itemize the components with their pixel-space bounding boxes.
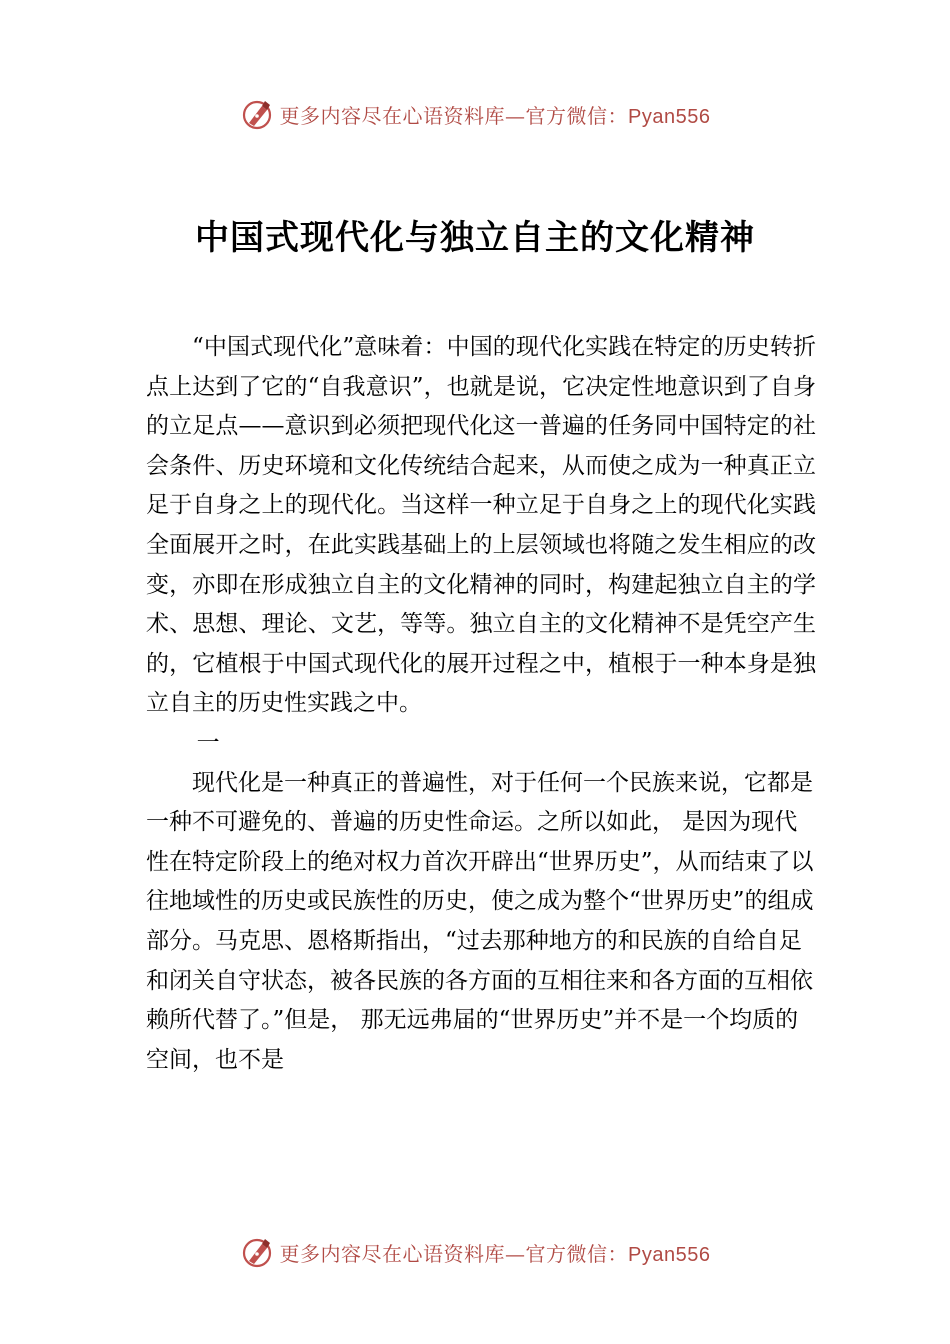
footer-wechat-id: Pyan556 xyxy=(628,1243,711,1266)
paragraph-2: 现代化是一种真正的普遍性，对于任何一个民族来说，它都是一种不可避免的、普遍的历史性命运。之所以如此， 是因为现代性在特定阶段上的绝对权力首次开辟出“世界历史”，从而结束了以往地域性的历史或民族性的历史，使之成为整个“世界历史”的组成部分。马克思、恩格斯指出，“过去那种地方的和民族的自给自足和闭关自守状态，被各民族的各方面的互相往来和各方面的互相依赖所代替了。”但是， 那无远弗届的“世界历史”并不是一个均质的空间，也不是 xyxy=(146,769,814,1073)
footer-banner xyxy=(0,1232,950,1272)
footer-banner-text: 更多内容尽在心语资料库—官方微信：Pyan556 xyxy=(279,1241,711,1266)
document-title: 中国式现代化与独立自主的文化精神 xyxy=(195,218,755,258)
pen-nib-logo-icon xyxy=(240,97,274,131)
header-banner-text: 更多内容尽在心语资料库—官方微信：Pyan556 xyxy=(279,103,711,128)
header-banner xyxy=(0,94,950,134)
document-body xyxy=(146,328,816,1080)
section-number: 一 xyxy=(196,729,220,756)
pen-nib-logo-icon xyxy=(240,1235,274,1269)
header-wechat-id: Pyan556 xyxy=(628,105,711,128)
paragraph-1: “中国式现代化”意味着：中国的现代化实践在特定的历史转折点上达到了它的“自我意识”，也就是说，它决定性地意识到了自身的立足点——意识到必须把现代化这一普遍的任务同中国特定的社会条件、历史环境和文化传统结合起来，从而使之成为一种真正立足于自身之上的现代化。当这样一种立足于自身之上的现代化实践全面展开之时，在此实践基础上的上层领域也将随之发生相应的改变，亦即在形成独立自主的文化精神的同时，构建起独立自主的学术、思想、理论、文艺，等等。独立自主的文化精神不是凭空产生 的，它植根于中国式现代化的展开过程之中，植根于一种本身是独立自主的历史性实践之中。 xyxy=(146,334,816,717)
